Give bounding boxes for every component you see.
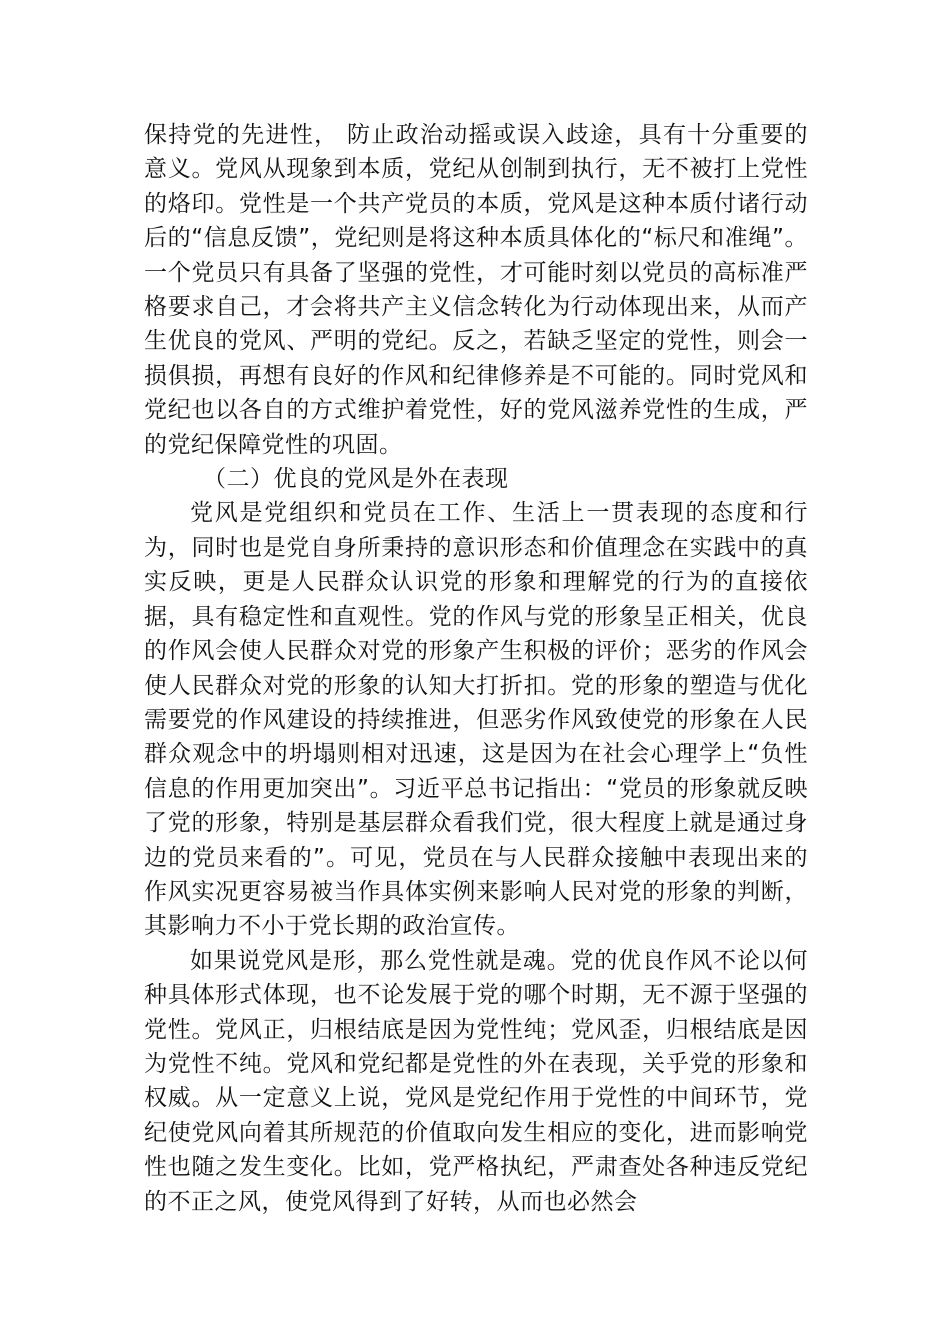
section-heading-party-style: （二）优良的党风是外在表现	[203, 466, 509, 493]
document-page	[144, 118, 808, 1219]
paragraph-party-style-definition: 党风是党组织和党员在工作、生活上一贯表现的态度和行为，同时也是党自身所秉持的意识形态和价值理念在实践中的真实反映，更是人民群众认识党的形象和理解党的行为的直接依据，具有稳定性和直观性。党的作风与党的形象呈正相关，优良的作风会使人民群众对党的形象产生积极的评价；恶劣的作风会使人民群众对党的形象的认知大打折扣。党的形象的塑造与优化需要党的作风建设的持续推进，但恶劣作风致使党的形象在人民群众观念中的坍塌则相对迅速，这是因为在社会心理学上“负性信息的作用更加突出”。习近平总书记指出：“党员的形象就反映了党的形象，特别是基层群众看我们党，很大程度上就是通过身边的党员来看的”。可见，党员在与人民群众接触中表现出来的作风实况更容易被当作具体实例来影响人民对党的形象的判断，其影响力不小于党长期的政治宣传。	[144, 500, 808, 940]
paragraph-style-and-soul: 如果说党风是形，那么党性就是魂。党的优良作风不论以何种具体形式体现，也不论发展于党的哪个时期，无不源于坚强的党性。党风正，归根结底是因为党性纯；党风歪，归根结底是因为党性不纯。党风和党纪都是党性的外在表现，关乎党的形象和权威。从一定意义上说，党风是党纪作用于党性的中间环节，党纪使党风向着其所规范的价值取向发生相应的变化，进而影响党性也随之发生变化。比如，党严格执纪，严肃查处各种违反党纪的不正之风，使党风得到了好转，从而也必然会	[144, 947, 808, 1215]
paragraph-party-spirit-continuation: 保持党的先进性， 防止政治动摇或误入歧途，具有十分重要的意义。党风从现象到本质，党纪从创制到执行，无不被打上党性的烙印。党性是一个共产党员的本质，党风是这种本质付诸行动后的“信息反馈”，党纪则是将这种本质具体化的“标尺和准绳”。一个党员只有具备了坚强的党性，才可能时刻以党员的高标准严格要求自己，才会将共产主义信念转化为行动体现出来，从而产生优良的党风、严明的党纪。反之，若缺乏坚定的党性，则会一损俱损，再想有良好的作风和纪律修养是不可能的。同时党风和党纪也以各自的方式维护着党性，好的党风滋养党性的生成，严的党纪保障党性的巩固。	[144, 122, 808, 458]
